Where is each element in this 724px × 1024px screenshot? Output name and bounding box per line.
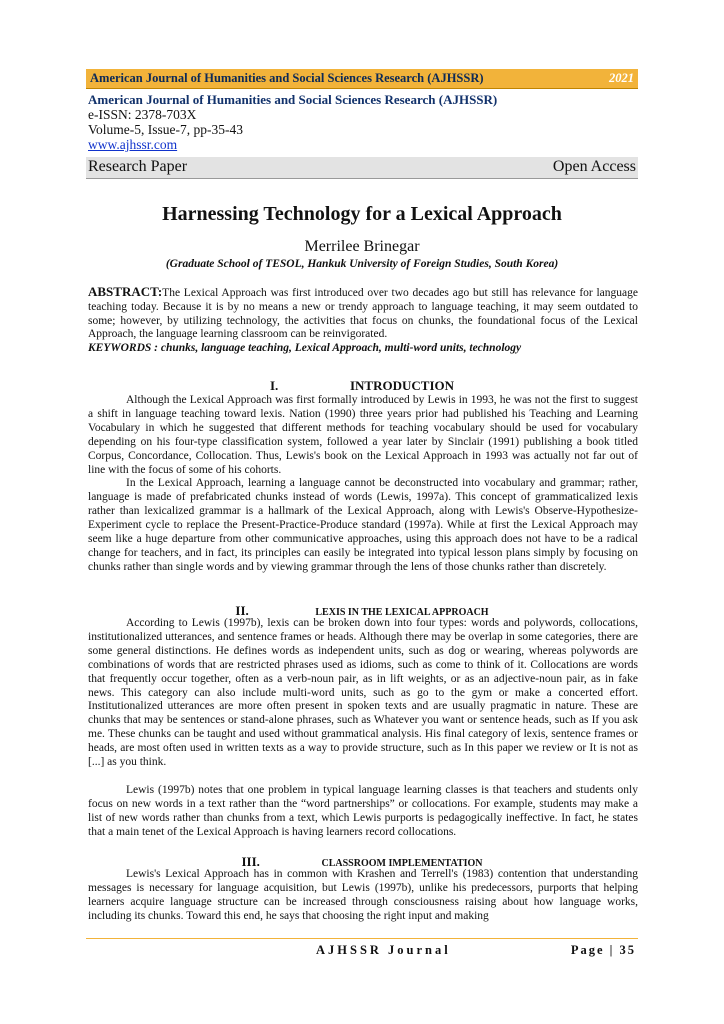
- paper-title: Harnessing Technology for a Lexical Approach: [162, 203, 562, 225]
- section-number: I.: [269, 378, 279, 393]
- paper-type-bar: [86, 157, 638, 179]
- section-title: CLASSROOM IMPLEMENTATION: [321, 858, 483, 869]
- author-affiliation: (Graduate School of TESOL, Hankuk University of Foreign Studies, South Korea): [165, 258, 559, 270]
- keywords: KEYWORDS : chunks, language teaching, Lexical Approach, multi-word units, technology: [88, 342, 522, 354]
- paragraph: In the Lexical Approach, learning a language cannot be deconstructed into vocabulary and grammar; rather, language is made of prefabricated chunks instead of words (Lewis, 1997a). This concept of grammaticalized lexis rather than lexicalized grammar is a hallmark of the Lexical Approach, along with Lewis's Observe-Hypothesize-Experiment cycle to replace the Present-Practice-Produce standard (1997a). While at first the Lexical Approach may seem like a huge departure from other communicative approaches, using this approach does not have to be a radical change for teachers, and in fact, its principles can easily be integrated into typical lesson plans simply by focusing on chunks rather than single words and by viewing grammar through the lens of those chunks rather than discretely.: [88, 477, 638, 573]
- author-name: Merrilee Brinegar: [304, 238, 420, 255]
- page-number: Page | 35: [570, 943, 636, 957]
- paragraph: According to Lewis (1997b), lexis can be broken down into four types: words and polywords, collocations, institutionalized utterances, and sentence frames or heads. Although there may be overlap in some categories, there are some general distinctions. He defines words as independent units, such as dog or wearing, whereas polywords are combinations of words that are restricted phrases used as idioms, such as come to think of it. Collocations are words that frequently occur together, often as a verb-noun pair, as in lift weights, or as an adjective-noun pair, as in fake news. This category can also include multi-word units, such as go to the gym or make a concerted effort. Institutionalized utterances are more often present in spoken texts and are usually pragmatic in nature. These are chunks that may be sentences or stand-alone phrases, such as Whatever you want or sentence heads, such as If you ask me. These chunks can be taught and used without grammatical analysis. His final category of lexis, sentence frames or heads, are most often used in written texts as a way to provide structure, such as In this paper we review or It is not as [...] as you think.: [88, 617, 638, 769]
- journal-info: [88, 92, 638, 152]
- journal-header-bar: [86, 69, 638, 89]
- website-link[interactable]: www.ajhssr.com: [88, 137, 178, 152]
- abstract-text: The Lexical Approach was first introduced over two decades ago but still has relevance for language teaching today. Because it is by no means a new or trendy approach to language teaching, it may seem outdated to some; however, by utilizing technology, the activities that focus on chunks, the foundational focus of the Lexical Approach, the language learning classroom can be reinvigorated.: [88, 287, 638, 341]
- section-number: II.: [235, 603, 249, 618]
- journal-title: American Journal of Humanities and Social Sciences Research (AJHSSR): [88, 92, 498, 107]
- abstract-label: ABSTRACT:: [88, 284, 163, 299]
- section-body-3: [88, 868, 638, 924]
- open-access-label: Open Access: [552, 158, 636, 175]
- abstract: [88, 285, 638, 342]
- paragraph: Lewis (1997b) notes that one problem in typical language learning classes is that teachers and students only focus on new words in a text rather than the “word partnerships” or collocations. For example, students may make a list of new words rather than chunks from a text, which Lewis purports is pedagogically ineffective. In fact, he states that a main tenet of the Lexical Approach is having learners record collocations.: [88, 783, 638, 838]
- section-number: III.: [241, 854, 260, 869]
- paragraph: Lewis's Lexical Approach has in common with Krashen and Terrell's (1983) contention that understanding messages is necessary for language acquisition, but Lewis (1997b), unlike his predecessors, purports that helping learners acquire language structure can be increased through consciousness raising about how language works, including its chunks. Toward this end, he says that choosing the right input and making: [88, 868, 638, 922]
- section-body-2: [88, 617, 638, 840]
- section-body-1: [88, 394, 638, 575]
- volume-info: Volume-5, Issue-7, pp-35-43: [88, 122, 243, 137]
- paragraph: Although the Lexical Approach was first formally introduced by Lewis in 1993, he was not the first to suggest a shift in language teaching toward lexis. Nation (1990) three years prior had published his Teaching and Learning Vocabulary in which he suggested that different methods for teaching vocabulary should be used for vocabulary depending on his four-type classification system, followed a year later by Sinclair (1991) publishing a book titled Corpus, Concordance, Collocation. Thus, Lewis's book on the Lexical Approach in 1993 was actually not far out of line with the focus of some of his cohorts.: [88, 394, 638, 476]
- section-title: LEXIS IN THE LEXICAL APPROACH: [315, 607, 489, 618]
- footer-journal: AJHSSR Journal: [316, 943, 451, 957]
- header-bar-year: 2021: [609, 71, 634, 85]
- section-heading-1: [0, 378, 724, 394]
- issn: e-ISSN: 2378-703X: [88, 107, 197, 122]
- header-bar-journal-name: American Journal of Humanities and Social Sciences Research (AJHSSR): [90, 71, 484, 85]
- page-footer: [86, 938, 638, 957]
- section-title: INTRODUCTION: [349, 378, 454, 393]
- paper-type-label: Research Paper: [88, 158, 188, 175]
